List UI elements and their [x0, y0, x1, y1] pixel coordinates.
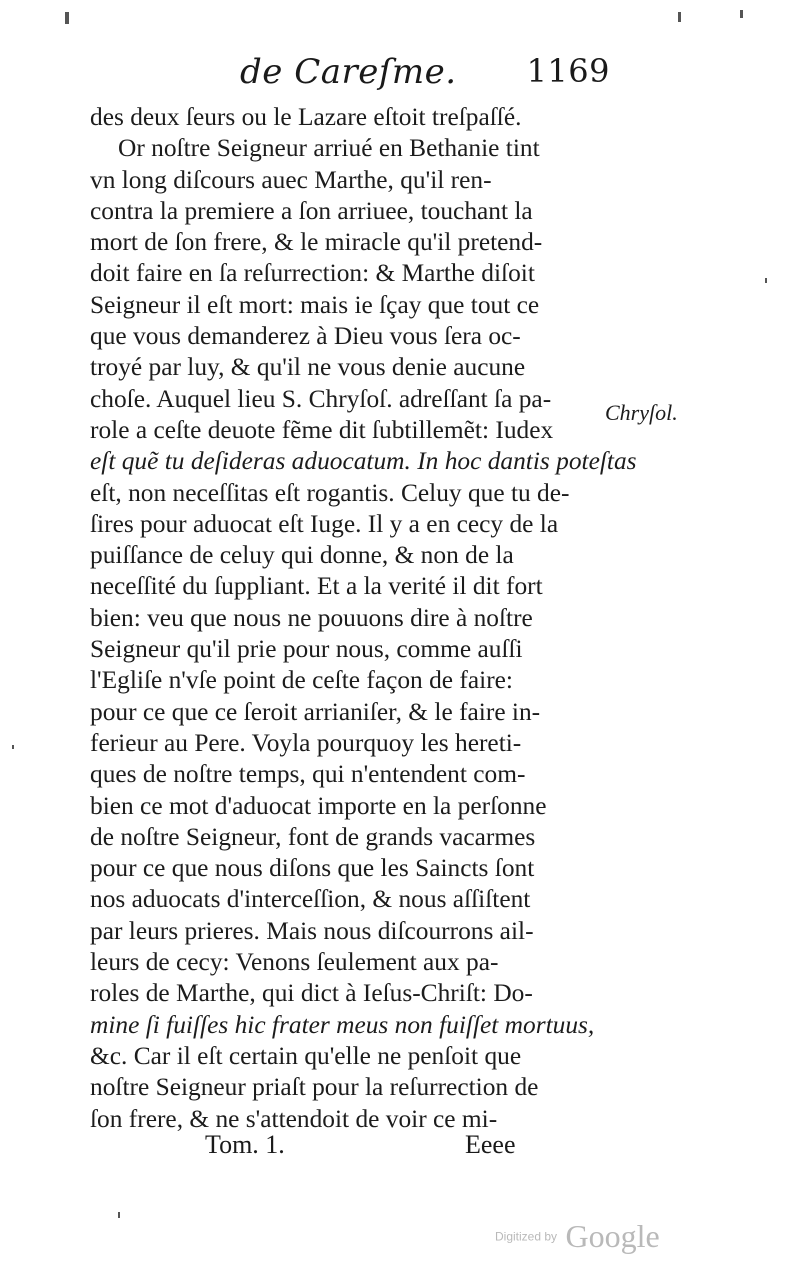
scan-speck	[118, 1212, 120, 1218]
page-number: 1169	[526, 52, 610, 90]
margin-note: Chryſol.	[605, 400, 678, 425]
text-line: de noſtre Seigneur, font de grands vacarmes	[90, 822, 536, 851]
text-line: ſon frere, & ne s'attendoit de voir ce mi-	[90, 1104, 498, 1133]
text-line: nos aduocats d'interceſſion, & nous aſſiſtent	[90, 885, 531, 914]
text-line: pour ce que ce ſeroit arrianiſer, & le faire in-	[90, 697, 541, 726]
text-line: contra la premiere a ſon arriuee, touchant la	[90, 196, 533, 225]
text-line: neceſſité du ſuppliant. Et a la verité il dit fort	[90, 572, 543, 601]
text-line: mine ſi fuiſſes hic frater meus non fuiſſet mortuus,	[90, 1010, 595, 1039]
text-line: Seigneur il eſt mort: mais ie ſçay que tout ce	[90, 290, 540, 319]
text-line: l'Egliſe n'vſe point de ceſte façon de faire:	[90, 666, 513, 695]
text-line: bien: veu que nous ne pouuons dire à noſtre	[90, 603, 533, 632]
scan-speck	[12, 745, 14, 749]
text-line: leurs de cecy: Venons ſeulement aux pa-	[90, 948, 499, 977]
text-line: que vous demanderez à Dieu vous ſera oc-	[90, 322, 521, 351]
watermark-brand: Google	[565, 1218, 660, 1254]
text-line: role a ceſte deuote fẽme dit ſubtillemẽt: Iudex	[90, 415, 554, 444]
text-line: mort de ſon frere, & le miracle qu'il pretend-	[90, 228, 543, 257]
text-line: ſires pour aduocat eſt Iuge. Il y a en cecy de la	[90, 509, 559, 538]
text-line: eſt quẽ tu deſideras aduocatum. In hoc dantis poteſtas	[90, 447, 637, 476]
text-line: troyé par luy, & qu'il ne vous denie aucune	[90, 353, 526, 382]
text-line: &c. Car il eſt certain qu'elle ne penſoit que	[90, 1041, 522, 1070]
text-line: pour ce que nous diſons que les Saincts ſont	[90, 854, 535, 883]
body-text	[90, 102, 637, 1135]
text-line: vn long diſcours auec Marthe, qu'il ren-	[90, 165, 492, 194]
text-line: noſtre Seigneur priaſt pour la reſurrection de	[90, 1073, 539, 1102]
catchword: Eeee	[465, 1130, 516, 1159]
scan-speck	[65, 12, 69, 24]
scan-speck	[765, 278, 767, 283]
watermark-prefix: Digitized by	[495, 1229, 558, 1244]
text-line: eſt, non neceſſitas eſt rogantis. Celuy que tu de-	[90, 478, 570, 507]
text-line: ques de noſtre temps, qui n'entendent com-	[90, 760, 526, 789]
running-title: de Careſme.	[240, 52, 457, 92]
running-head	[240, 52, 610, 92]
text-line: ferieur au Pere. Voyla pourquoy les hereti-	[90, 728, 522, 757]
text-line: puiſſance de celuy qui donne, & non de la	[90, 541, 514, 570]
scan-speck	[678, 12, 681, 22]
text-line: doit faire en ſa reſurrection: & Marthe diſoit	[90, 259, 535, 288]
text-line: choſe. Auquel lieu S. Chryſoſ. adreſſant ſa pa-	[90, 384, 552, 413]
text-line: Or noſtre Seigneur arriué en Bethanie tint	[118, 134, 540, 163]
signature-mark: Tom. 1.	[205, 1130, 285, 1159]
text-line: Seigneur qu'il prie pour nous, comme auſſi	[90, 635, 523, 664]
digitization-watermark	[495, 1218, 660, 1255]
text-line: bien ce mot d'aduocat importe en la perſonne	[90, 791, 547, 820]
text-line: des deux ſeurs ou le Lazare eſtoit treſpaſſé.	[90, 103, 522, 131]
text-line: roles de Marthe, qui dict à Ieſus-Chriſt: Do-	[90, 979, 533, 1008]
scan-speck	[740, 10, 743, 18]
text-line: par leurs prieres. Mais nous diſcourrons ail-	[90, 916, 534, 945]
